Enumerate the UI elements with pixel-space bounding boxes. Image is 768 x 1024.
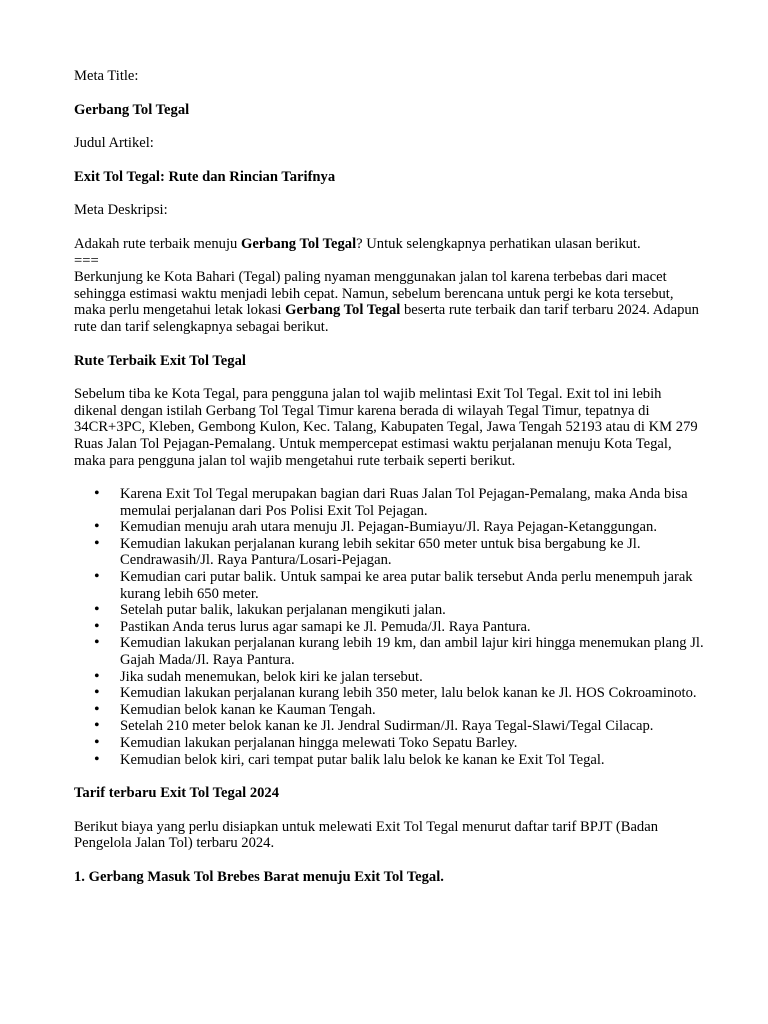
section-heading-tarif: Tarif terbaru Exit Tol Tegal 2024 [74,785,280,802]
intro-paragraph: Berkunjung ke Kota Bahari (Tegal) paling nyaman menggunakan jalan tol karena terbebas dari macet sehingga estimasi waktu menjadi lebih cepat. Namun, sebelum berencana untuk pergi ke kota tersebut, maka perlu mengetahui letak lokasi Gerbang Tol Tegal beserta rute terbaik dan tarif terbaru 2024. Adapun rute dan tarif selengkapnya sebagai berikut. [74,269,699,335]
list-item: • Kemudian belok kanan ke Kauman Tengah. [74,702,706,719]
list-item: • Kemudian menuju arah utara menuju Jl. Pejagan-Bumiayu/Jl. Raya Pejagan-Ketanggungan. [74,519,706,536]
meta-title-label: Meta Title: [74,68,139,84]
meta-title: Gerbang Tol Tegal [74,101,190,118]
section-paragraph-rute: Sebelum tiba ke Kota Tegal, para pengguna jalan tol wajib melintasi Exit Tol Tegal. Exit tol ini lebih dikenal dengan istilah Gerbang Tol Tegal Timur karena berada di wilayah Tegal Timur, tepatnya di 34CR+3PC, Kleben, Gembong Kulon, Kec. Talang, Kabupaten Tegal, Jawa Tengah 52193 atau di KM 279 Ruas Jalan Tol Pejagan-Pemalang. Untuk mempercepat estimasi waktu perjalanan menuju Kota Tegal, maka para pengguna jalan tol wajib mengetahui rute terbaik seperti berikut. [74,386,698,469]
separator: === [74,252,99,269]
list-item: • Kemudian lakukan perjalanan kurang lebih 350 meter, lalu belok kanan ke Jl. HOS Cokroaminoto. [74,685,706,702]
list-item: • Kemudian lakukan perjalanan hingga melewati Toko Sepatu Barley. [74,735,706,752]
meta-description: Adakah rute terbaik menuju Gerbang Tol Tegal? Untuk selengkapnya perhatikan ulasan berikut. [74,235,641,252]
article-title: Exit Tol Tegal: Rute dan Rincian Tarifnya [74,168,336,185]
judul-artikel-label: Judul Artikel: [74,135,154,152]
section-heading-rute: Rute Terbaik Exit Tol Tegal [74,352,246,369]
list-item: • Kemudian cari putar balik. Untuk sampai ke area putar balik tersebut Anda perlu menempuh jarak kurang lebih 650 meter. [74,569,706,602]
list-item: • Kemudian lakukan perjalanan kurang lebih 19 km, dan ambil lajur kiri hingga menemukan plang Jl. Gajah Mada/Jl. Raya Pantura. [74,635,706,668]
list-item: • Kemudian belok kiri, cari tempat putar balik lalu belok ke kanan ke Exit Tol Tegal. [74,752,706,769]
list-item: • Kemudian lakukan perjalanan kurang lebih sekitar 650 meter untuk bisa bergabung ke Jl. Cendrawasih/Jl. Raya Pantura/Losari-Pejagan. [74,536,706,569]
meta-description-label: Meta Deskripsi: [74,202,168,219]
document-body [74,68,706,886]
list-item: • Jika sudah menemukan, belok kiri ke jalan tersebut. [74,669,706,686]
subheading-gerbang-brebes: 1. Gerbang Masuk Tol Brebes Barat menuju Exit Tol Tegal. [74,868,444,885]
list-item: • Karena Exit Tol Tegal merupakan bagian dari Ruas Jalan Tol Pejagan-Pemalang, maka Anda bisa memulai perjalanan dari Pos Polisi Exit Tol Pejagan. [74,486,706,519]
list-item: • Setelah 210 meter belok kanan ke Jl. Jendral Sudirman/Jl. Raya Tegal-Slawi/Tegal Cilacap. [74,718,706,735]
list-item: • Pastikan Anda terus lurus agar samapi ke Jl. Pemuda/Jl. Raya Pantura. [74,619,706,636]
section-paragraph-tarif: Berikut biaya yang perlu disiapkan untuk melewati Exit Tol Tegal menurut daftar tarif BPJT (Badan Pengelola Jalan Tol) terbaru 2024. [74,818,658,852]
route-steps-list [74,486,706,768]
list-item: • Setelah putar balik, lakukan perjalanan mengikuti jalan. [74,602,706,619]
